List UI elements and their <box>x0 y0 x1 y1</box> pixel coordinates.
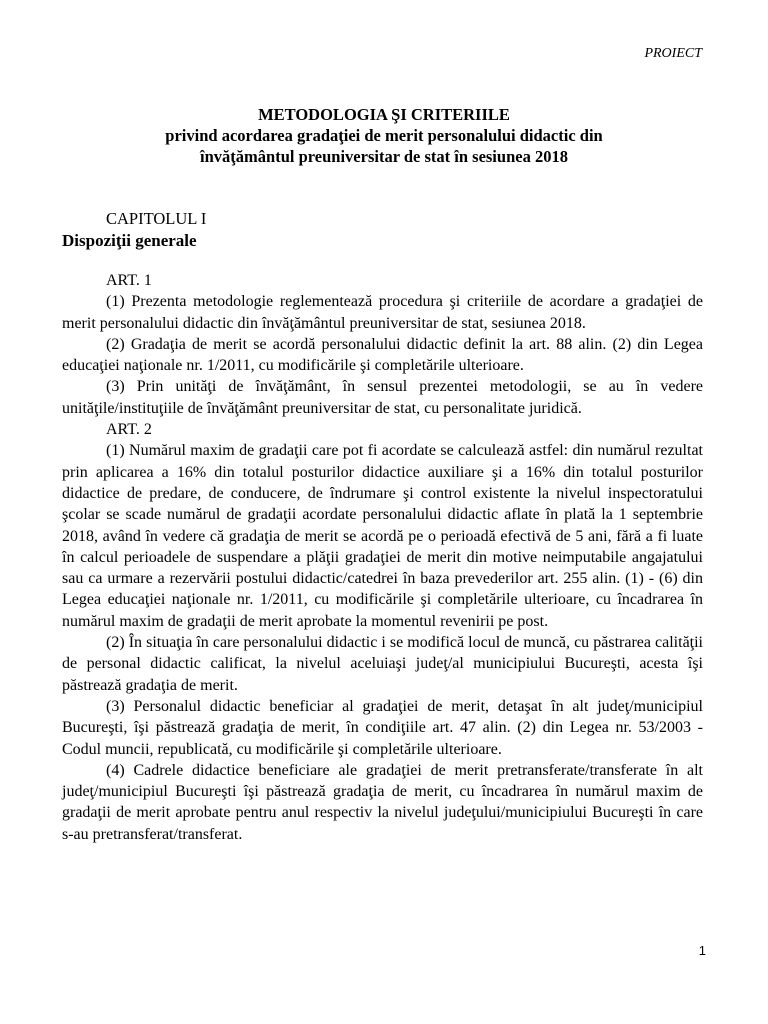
article-heading: ART. 1 <box>106 272 152 289</box>
paragraph: (1) Numărul maxim de gradaţii care pot fi acordate se calculează astfel: din numărul rezultat prin aplicarea a 16% din totalul posturilor didactice auxiliare şi a 16% din totalul posturilor didactice de predare, de conducere, de îndrumare şi control existente la nivelul inspectoratului şcolar se scade numărul de gradaţii acordate personalului didactic aflate în plată la 1 septembrie 2018, având în vedere că gradaţia de merit se acordă pe o perioadă efectivă de 5 ani, fără a fi luate în calcul perioadele de suspendare a plăţii gradaţiei de merit din motive neimputabile angajatului sau ca urmare a rezervării postului didactic/catedrei în baza prevederilor art. 255 alin. (1) - (6) din Legea educaţiei naţionale nr. 1/2011, cu modificările şi completările ulterioare, cu încadrarea în numărul maxim de gradaţii de merit aprobate la momentul revenirii pe post. <box>62 442 703 630</box>
paragraph: (3) Personalul didactic beneficiar al gradaţiei de merit, detaşat în alt judeţ/municipiul Bucureşti, îşi păstrează gradaţia de merit, în condiţiile art. 47 alin. (2) din Legea nr. 53/2003 - Codul muncii, republicată, cu modificările şi completările ulterioare. <box>62 697 703 758</box>
paragraph: (2) În situaţia în care personalului didactic i se modifică locul de muncă, cu păstrarea calităţii de personal didactic calificat, la nivelul aceluiaşi judeţ/al municipiului Bucureşti, acesta îşi păstrează gradaţia de merit. <box>62 634 703 694</box>
chapter-subtitle: Dispoziţii generale <box>62 231 197 250</box>
paragraph: (3) Prin unităţi de învăţământ, în sensul prezentei metodologii, se au în vedere unităţile/instituţiile de învăţământ preuniversitar de stat, cu personalitate juridică. <box>62 378 703 417</box>
chapter-heading: CAPITOLUL I <box>106 209 207 228</box>
paragraph: (2) Gradaţia de merit se acordă personalului didactic definit la art. 88 alin. (2) din Legea educaţiei naţionale nr. 1/2011, cu modificările şi completările ulterioare. <box>62 335 703 375</box>
page-number: 1 <box>698 943 706 958</box>
title-line-3: învăţământul preuniversitar de stat în sesiunea 2018 <box>200 147 568 166</box>
document-body <box>62 270 703 845</box>
draft-label: PROIECT <box>644 46 702 61</box>
title-line-2: privind acordarea gradaţiei de merit personalului didactic din <box>165 126 603 145</box>
paragraph: (4) Cadrele didactice beneficiare ale gradaţiei de merit pretransferate/transferate în alt judeţ/municipiul Bucureşti îşi păstrează gradaţia de merit, cu încadrarea în numărul maxim de gradaţii de merit aprobate pentru anul respectiv la nivelul judeţului/municipiului Bucureşti în care s-au pretransferat/transferat. <box>62 761 703 843</box>
document-title <box>60 104 708 167</box>
paragraph: (1) Prezenta metodologie reglementează procedura şi criteriile de acordare a gradaţiei de merit personalului didactic din învăţământul preuniversitar de stat, sesiunea 2018. <box>62 293 703 332</box>
article-heading: ART. 2 <box>106 421 152 439</box>
title-line-1: METODOLOGIA ŞI CRITERIILE <box>258 105 510 124</box>
